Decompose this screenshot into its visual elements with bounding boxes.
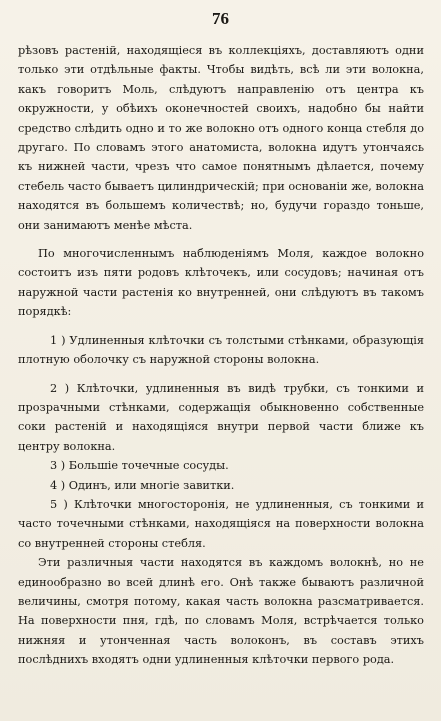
page-body [18, 41, 424, 670]
list-item-1: 1 ) Удлиненныя клѣточки съ толстыми стѣнками, образующiя плотную оболочку съ наружной стороны волокна. [18, 333, 424, 367]
paragraph-continued: рѣзовъ растенiй, находящiеся въ коллекцiяхъ, доставляютъ одни только эти отдѣльные факты. Чтобы видѣть, всѣ ли эти волокна, какъ говоритъ Моль, слѣдуютъ направленiю отъ центра къ окружности, у обѣихъ оконечностей своихъ, надобно бы найти средство слѣдить одно и то же волокно отъ одного конца стебля до другаго. По словамъ этого анатомиста, волокна идутъ утончаясь къ нижней части, чрезъ что самое понятнымъ дѣлается, почему стебель часто бываетъ цилиндрическiй; при основанiи же, волокна находятся въ большемъ количествѣ; но, будучи гораздо тоньше, они занимаютъ менѣе мѣста. [18, 44, 424, 232]
paragraph-closing: Эти различныя части находятся въ каждомъ волокнѣ, но не единообразно во всей длинѣ его. Онѣ также бываютъ различной величины, смотря потому, какая часть волокна разсматривается. На поверхности пня, гдѣ, по словамъ Моля, встрѣчается только нижняя и утонченная часть волоконъ, въ составъ этихъ послѣднихъ входятъ одни удлиненныя клѣточки первого рода. [18, 556, 424, 667]
list-item-5: 5 ) Клѣточки многосторонiя, не удлиненныя, съ тонкими и часто точечными стѣнками, находящiяся на поверхности волокна со внутренней стороны стебля. [18, 497, 424, 550]
page-number: 76 [212, 9, 229, 28]
list-item-2: 2 ) Клѣточки, удлиненныя въ видѣ трубки, съ тонкими и прозрачными стѣнками, содержащiя обыкновенно собственные соки растенiй и находящiяся внутри первой части ближе къ центру волокна. [18, 381, 424, 453]
paragraph-fiber-composition: По многочисленнымъ наблюденiямъ Моля, каждое волокно состоитъ изъ пяти родовъ клѣточекъ, или сосудовъ; начиная отъ наружной части растенiя ко внутренней, они слѣдуютъ въ такомъ порядкѣ: [18, 247, 424, 319]
list-item-3: 3 ) Большiе точечные сосуды. [50, 459, 229, 473]
list-item-4: 4 ) Одинъ, или многiе завитки. [50, 478, 235, 492]
